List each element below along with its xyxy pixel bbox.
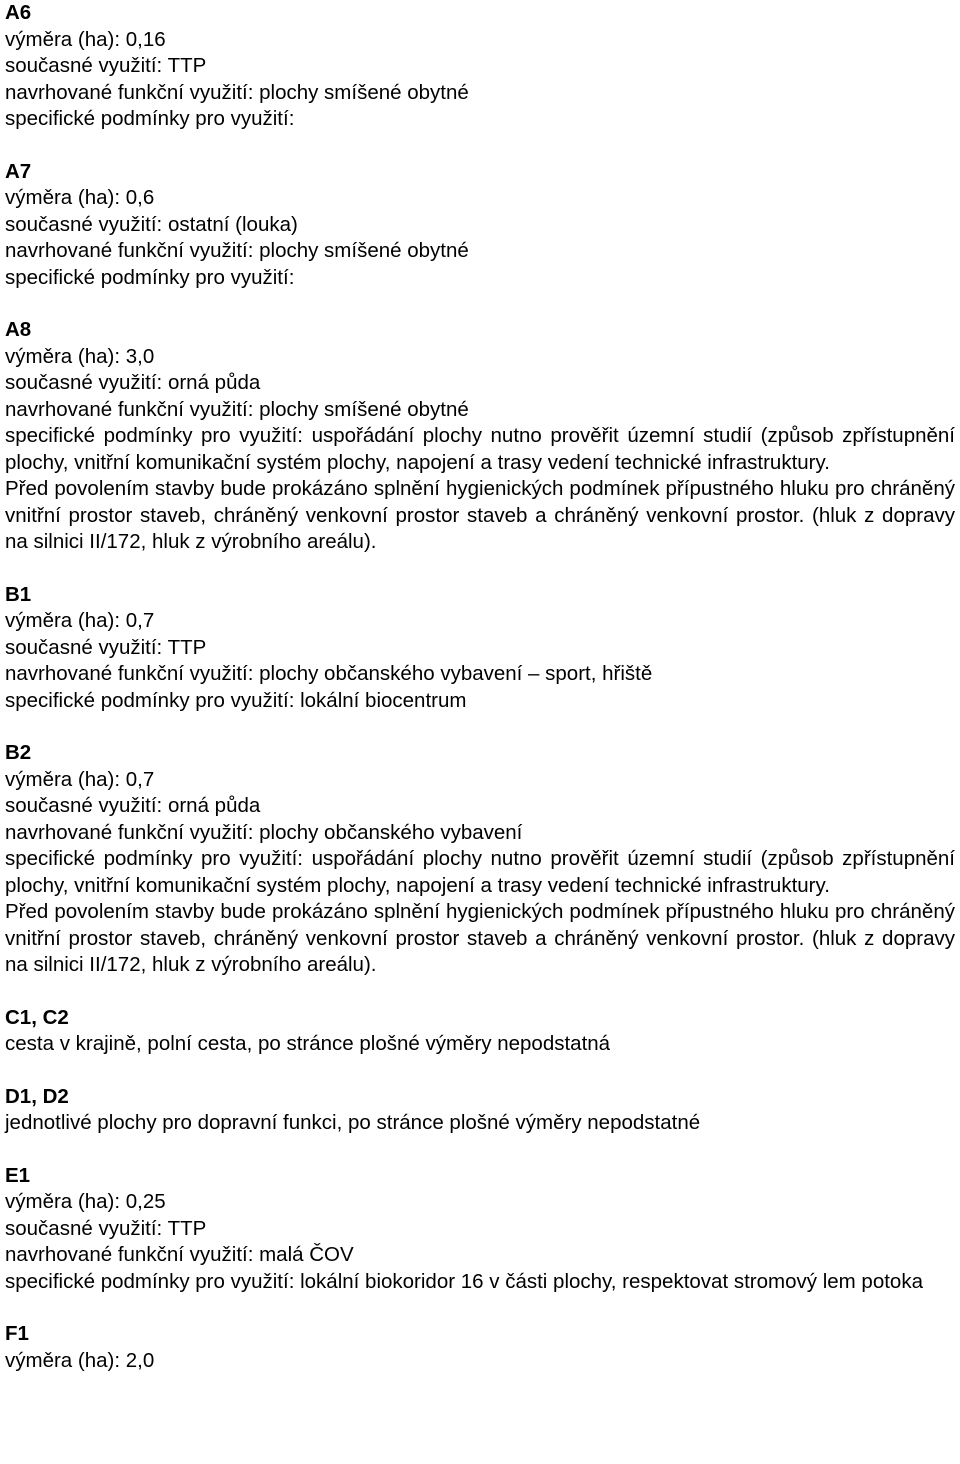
section-a8 [5, 317, 955, 556]
section-d1-d2 [5, 1084, 955, 1137]
area-line: výměra (ha): 0,16 [5, 27, 166, 51]
current-use-line: současné využití: ostatní (louka) [5, 212, 298, 236]
area-line: výměra (ha): 0,7 [5, 767, 155, 791]
area-line: výměra (ha): 3,0 [5, 344, 155, 368]
area-line: výměra (ha): 0,7 [5, 609, 155, 632]
section-heading: A8 [5, 318, 32, 341]
area-line: výměra (ha): 2,0 [5, 1348, 155, 1372]
current-use-line: současné využití: orná půda [5, 371, 261, 394]
section-heading: F1 [5, 1322, 29, 1345]
section-f1 [5, 1321, 955, 1374]
proposed-use-line: navrhované funkční využití: plochy občanského vybavení – sport, hřiště [5, 662, 653, 685]
section-heading: B1 [5, 582, 32, 606]
area-line: výměra (ha): 0,25 [5, 1190, 166, 1213]
specific-conditions-paragraph: specifické podmínky pro využití: uspořádání plochy nutno prověřit územní studií (způsob zpřístupnění plochy, vnitřní komunikační systém plochy, napojení a trasy vedení technické infrastruktury. [5, 424, 955, 474]
area-line: výměra (ha): 0,6 [5, 186, 155, 209]
section-heading: B2 [5, 741, 32, 764]
section-heading: A7 [5, 159, 32, 183]
proposed-use-line: navrhované funkční využití: plochy smíšené obytné [5, 397, 469, 421]
proposed-use-line: navrhované funkční využití: plochy smíšené obytné [5, 80, 469, 104]
section-a7 [5, 159, 955, 292]
specific-conditions-line: specifické podmínky pro využití: lokální biocentrum [5, 688, 467, 712]
specific-conditions-line: specifické podmínky pro využití: [5, 107, 295, 130]
specific-conditions-paragraph: specifické podmínky pro využití: uspořádání plochy nutno prověřit územní studií (způsob zpřístupnění plochy, vnitřní komunikační systém plochy, napojení a trasy vedení technické infrastruktury. [5, 847, 955, 897]
section-e1 [5, 1163, 955, 1296]
section-heading: D1, D2 [5, 1084, 69, 1108]
section-b2 [5, 740, 955, 979]
current-use-line: současné využití: TTP [5, 1216, 207, 1240]
specific-conditions-line: specifické podmínky pro využití: [5, 265, 295, 289]
current-use-line: současné využití: TTP [5, 635, 207, 659]
proposed-use-line: navrhované funkční využití: plochy smíšené obytné [5, 239, 469, 262]
section-c1-c2 [5, 1005, 955, 1058]
description-line: cesta v krajině, polní cesta, po stránce plošné výměry nepodstatná [5, 1032, 611, 1055]
description-line: jednotlivé plochy pro dopravní funkci, po stránce plošné výměry nepodstatné [5, 1111, 701, 1134]
current-use-line: současné využití: TTP [5, 54, 207, 77]
current-use-line: současné využití: orná půda [5, 794, 261, 817]
section-heading: C1, C2 [5, 1005, 69, 1029]
section-a6 [5, 0, 955, 133]
section-heading: A6 [5, 1, 32, 24]
noise-conditions-paragraph: Před povolením stavby bude prokázáno splnění hygienických podmínek přípustného hluku pro chráněný vnitřní prostor staveb, chráněný venkovní prostor staveb a chráněný venkovní prostor. (hluk z dopravy na silnici II/172, hluk z výrobního areálu). [5, 900, 955, 976]
noise-conditions-paragraph: Před povolením stavby bude prokázáno splnění hygienických podmínek přípustného hluku pro chráněný vnitřní prostor staveb, chráněný venkovní prostor staveb a chráněný venkovní prostor. (hluk z dopravy na silnici II/172, hluk z výrobního areálu). [5, 477, 955, 553]
section-heading: E1 [5, 1163, 31, 1187]
proposed-use-line: navrhované funkční využití: malá ČOV [5, 1243, 354, 1266]
section-b1 [5, 582, 955, 715]
proposed-use-line: navrhované funkční využití: plochy občanského vybavení [5, 820, 523, 844]
specific-conditions-paragraph: specifické podmínky pro využití: lokální biokoridor 16 v části plochy, respektovat stromový lem potoka [5, 1269, 923, 1293]
